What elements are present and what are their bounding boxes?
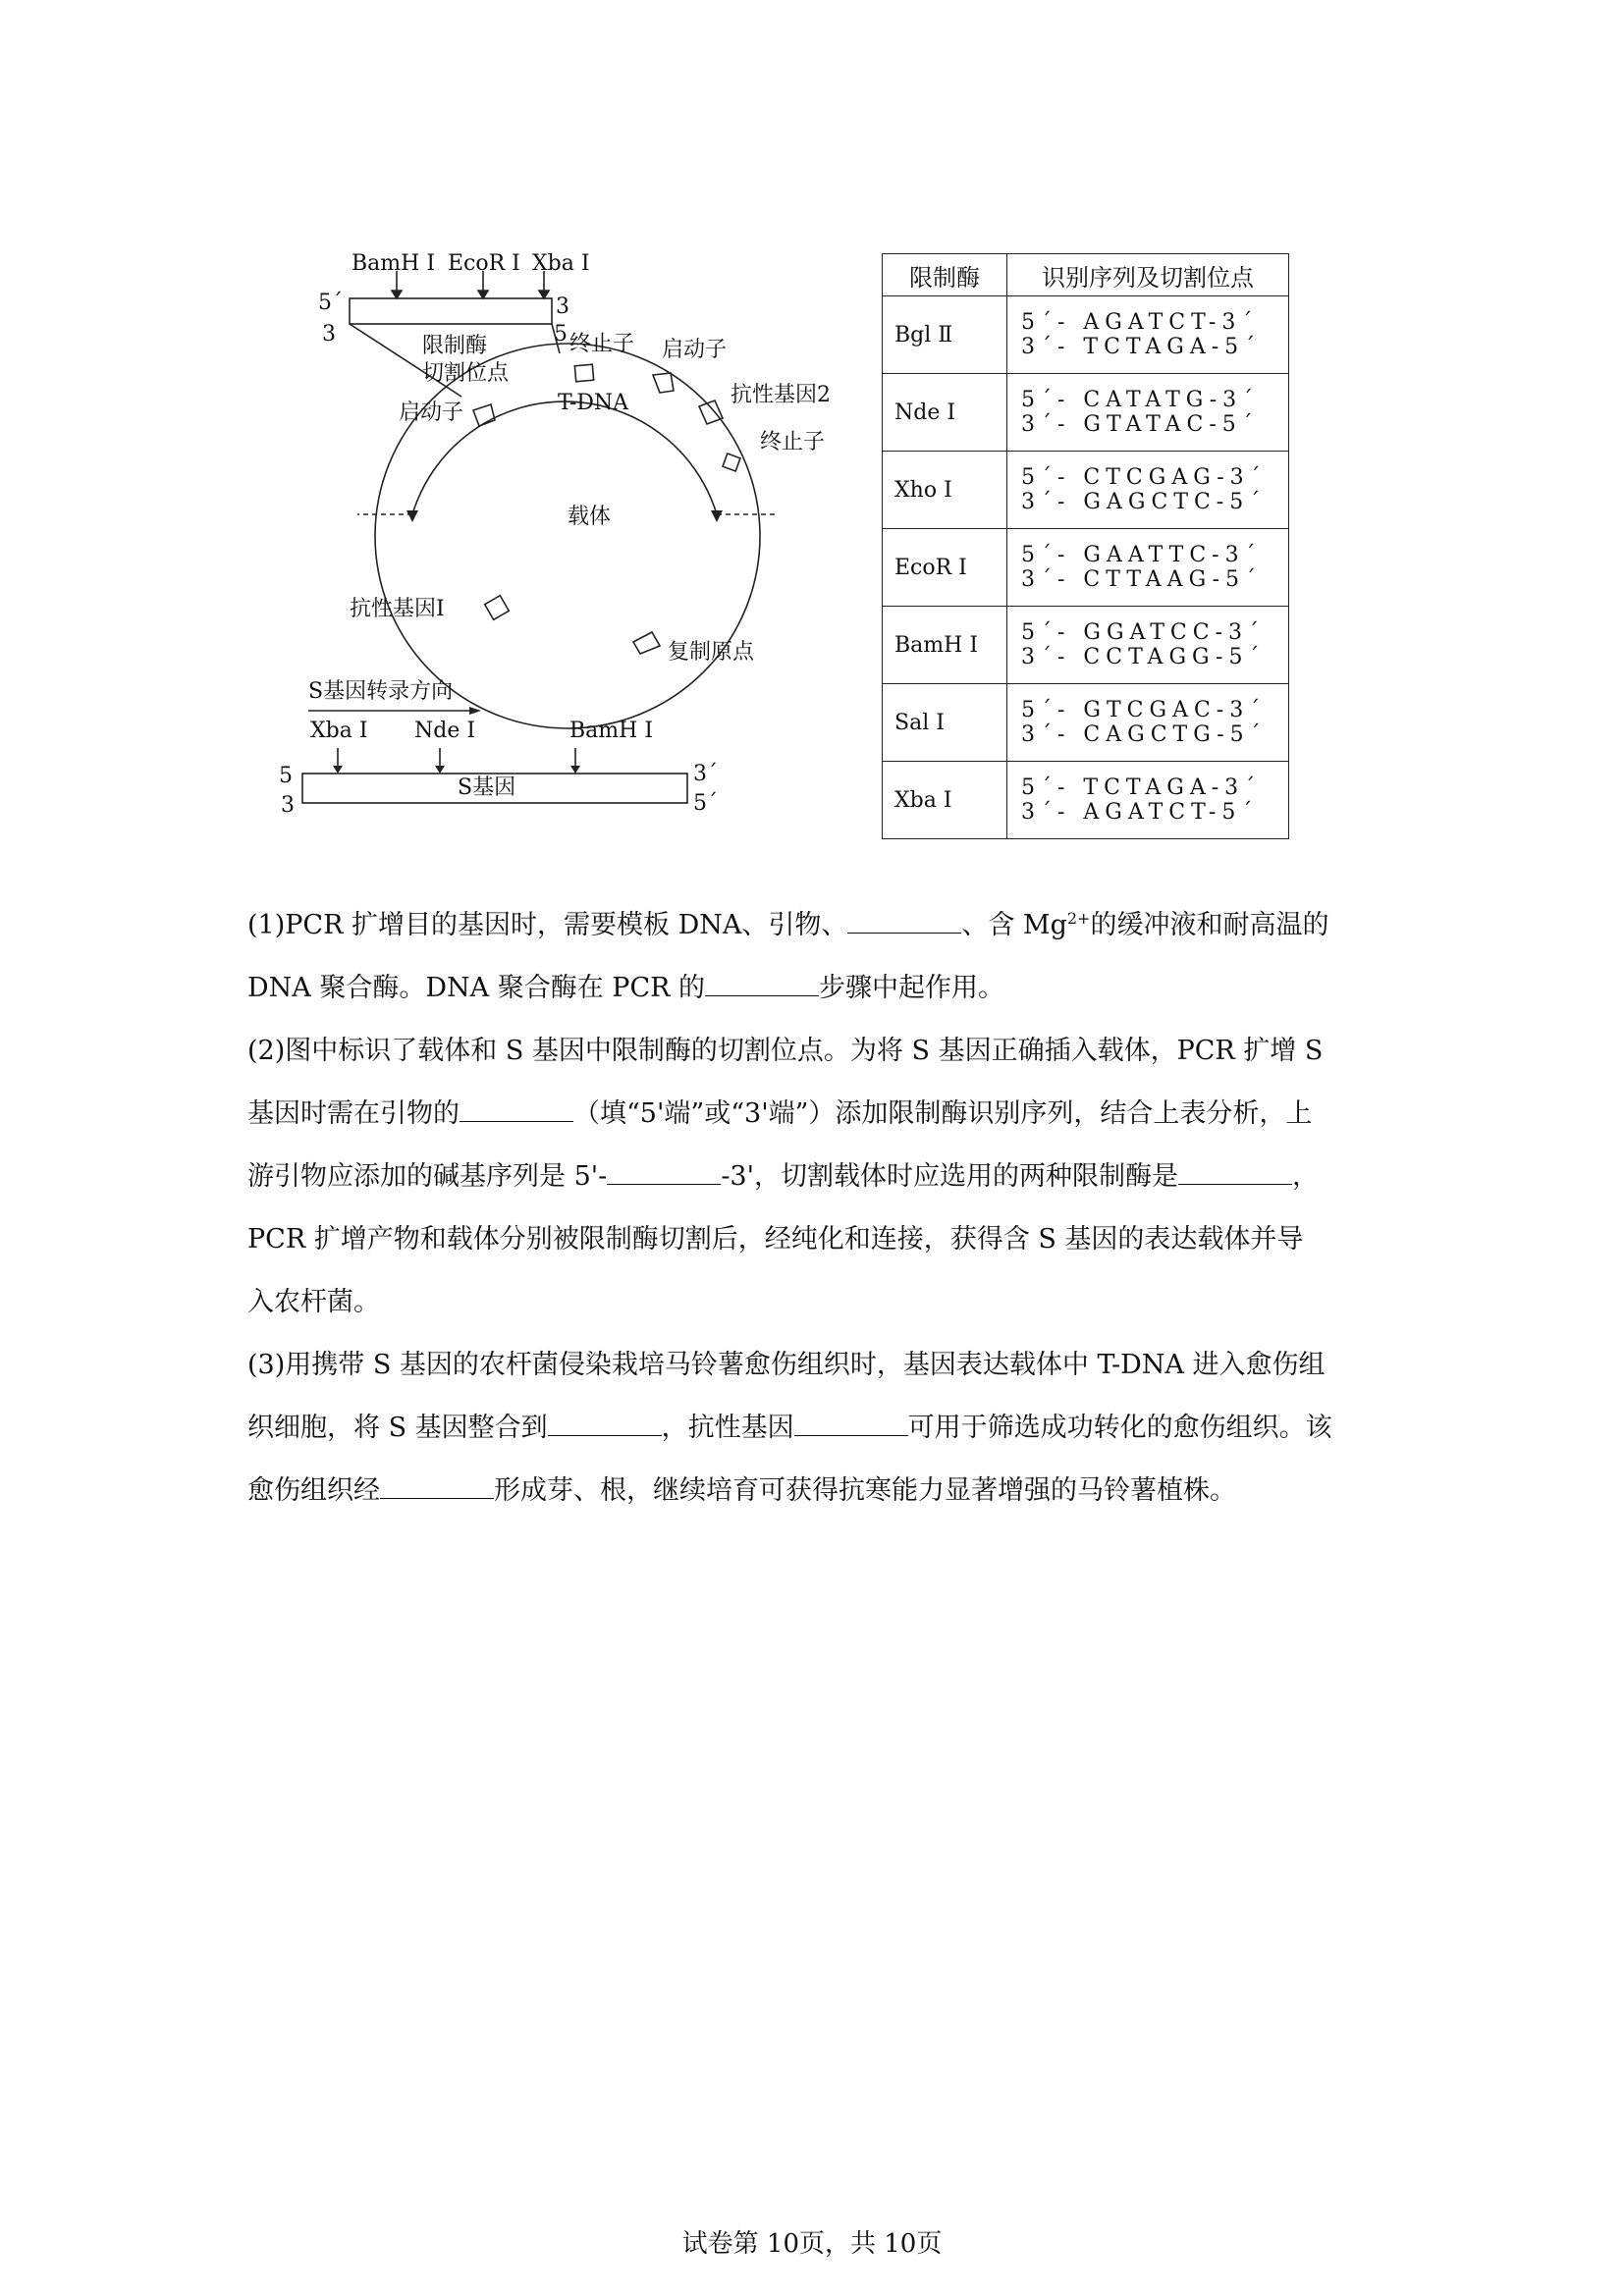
question-block xyxy=(247,887,1386,1522)
header-sequence: 识别序列及切割位点 xyxy=(1007,254,1289,296)
q2-text-f: ， xyxy=(1292,1161,1320,1192)
s-right-bottom: 5´ xyxy=(693,791,718,816)
vector-diagram xyxy=(279,236,844,864)
enzyme-sequence xyxy=(1007,374,1289,452)
end-3-label: 3 xyxy=(322,322,336,347)
table-row xyxy=(883,452,1289,529)
answer-blank[interactable] xyxy=(1178,1162,1292,1185)
end-5-label: 5´ xyxy=(318,291,343,315)
cut-site-label-2: 切割位点 xyxy=(422,361,510,386)
q1-text-a: (1)PCR 扩增目的基因时，需要模板 DNA、引物、 xyxy=(247,910,848,940)
q3-text-d: 可用于筛选成功转化的愈伤组织。该 xyxy=(907,1413,1332,1443)
table-header-row xyxy=(883,254,1289,296)
q3-text-b: 织细胞，将 S 基因整合到 xyxy=(247,1413,548,1443)
terminator-2-label: 终止子 xyxy=(760,430,826,454)
seq-top: 5´- GAATTC-3´ xyxy=(1021,543,1262,567)
s-gene-label: S基因 xyxy=(458,775,516,800)
q1-text-e: 步骤中起作用。 xyxy=(819,973,1005,1003)
answer-blank[interactable] xyxy=(847,911,961,934)
answer-blank[interactable] xyxy=(794,1414,908,1436)
enzyme-sequence xyxy=(1007,452,1289,529)
answer-blank[interactable] xyxy=(607,1162,721,1185)
seq-top: 5´- AGATCT-3´ xyxy=(1021,310,1259,335)
end-5b-label: 5 xyxy=(554,322,568,347)
q3-text-a: (3)用携带 S 基因的农杆菌侵染栽培马铃薯愈伤组织时，基因表达载体中 T-DNA 进入愈伤组 xyxy=(247,1350,1326,1380)
resistance-gene-1-label: 抗性基因Ⅰ xyxy=(350,597,445,621)
promoter-left-label: 启动子 xyxy=(399,400,464,425)
seq-bottom: 3´- TCTAGA-5´ xyxy=(1021,335,1262,359)
vector-diagram-graphics xyxy=(295,236,844,864)
end-3b-label: 3 xyxy=(556,294,569,319)
s-left-top: 5 xyxy=(279,764,293,788)
q2-text-c: （填“5'端”或“3'端”）添加限制酶识别序列，结合上表分析，上 xyxy=(573,1098,1313,1129)
enzyme-name: BamH Ⅰ xyxy=(883,607,1007,684)
seq-top: 5´- GGATCC-3´ xyxy=(1021,620,1266,645)
table-row xyxy=(883,374,1289,452)
answer-blank[interactable] xyxy=(705,974,819,996)
answer-blank[interactable] xyxy=(548,1414,662,1436)
origin-label: 复制原点 xyxy=(668,640,755,665)
enzyme-name: Xho Ⅰ xyxy=(883,452,1007,529)
enzyme-sequence xyxy=(1007,529,1289,607)
q3-text-e: 愈伤组织经 xyxy=(247,1475,380,1506)
terminator-label: 终止子 xyxy=(569,332,635,356)
question-1 xyxy=(247,887,1386,1020)
q2-text-d: 游引物应添加的碱基序列是 5'- xyxy=(247,1161,608,1192)
seq-bottom: 3´- CTTAAG-5´ xyxy=(1021,567,1262,592)
q1-text-b: 、含 Mg xyxy=(961,910,1067,940)
cut-site-label-1: 限制酶 xyxy=(422,334,488,358)
question-2 xyxy=(247,1020,1386,1334)
enzyme-name: Bgl Ⅱ xyxy=(883,296,1007,374)
enzyme-sequence xyxy=(1007,607,1289,684)
enzyme-sequence xyxy=(1007,762,1289,839)
answer-blank[interactable] xyxy=(460,1099,573,1122)
enzyme-sequence xyxy=(1007,296,1289,374)
enzyme-name: Sal Ⅰ xyxy=(883,684,1007,762)
enzyme-top-3: Xba Ⅰ xyxy=(532,251,590,276)
q3-text-c: ，抗性基因 xyxy=(661,1413,794,1443)
table-row xyxy=(883,296,1289,374)
enzyme-name: Xba Ⅰ xyxy=(883,762,1007,839)
seq-top: 5´- CATATG-3´ xyxy=(1021,388,1260,412)
s-direction-label: S基因转录方向 xyxy=(308,679,454,704)
header-enzyme: 限制酶 xyxy=(883,254,1007,296)
seq-bottom: 3´- GAGCTC-5´ xyxy=(1021,490,1267,514)
table-row xyxy=(883,684,1289,762)
seq-bottom: 3´- GTATAC-5´ xyxy=(1021,412,1259,437)
s-enzyme-3: BamH Ⅰ xyxy=(569,719,654,743)
enzyme-name: EcoR Ⅰ xyxy=(883,529,1007,607)
promoter-top-label: 启动子 xyxy=(662,338,728,362)
s-enzyme-1: Xba Ⅰ xyxy=(310,719,368,743)
seq-bottom: 3´- CAGCTG-5´ xyxy=(1021,722,1267,747)
q2-text-g: PCR 扩增产物和载体分别被限制酶切割后，经纯化和连接，获得含 S 基因的表达载体并导 xyxy=(247,1224,1304,1255)
table-row xyxy=(883,529,1289,607)
q1-text-c: 的缓冲液和耐高温的 xyxy=(1090,910,1329,940)
q2-text-b: 基因时需在引物的 xyxy=(247,1098,460,1129)
table-row xyxy=(883,607,1289,684)
enzyme-name: Nde Ⅰ xyxy=(883,374,1007,452)
q2-text-h: 入农杆菌。 xyxy=(247,1287,380,1317)
resistance-gene-2-label: 抗性基因2 xyxy=(731,383,831,407)
question-3 xyxy=(247,1334,1386,1522)
enzyme-top-1: BamH Ⅰ xyxy=(352,251,436,276)
tdna-label: T-DNA xyxy=(558,391,629,415)
enzyme-table xyxy=(882,253,1289,839)
answer-blank[interactable] xyxy=(380,1476,494,1499)
seq-bottom: 3´- CCTAGG-5´ xyxy=(1021,645,1266,669)
q3-text-f: 形成芽、根，继续培育可获得抗寒能力显著增强的马铃薯植株。 xyxy=(494,1475,1236,1506)
seq-top: 5´- TCTAGA-3´ xyxy=(1021,775,1262,800)
q2-text-a: (2)图中标识了载体和 S 基因中限制酶的切割位点。为将 S 基因正确插入载体，PCR 扩增 S xyxy=(247,1036,1324,1066)
q1-text-d: DNA 聚合酶。DNA 聚合酶在 PCR 的 xyxy=(247,973,706,1003)
s-right-top: 3´ xyxy=(693,762,718,786)
seq-bottom: 3´- AGATCT-5´ xyxy=(1021,800,1259,825)
enzyme-sequence xyxy=(1007,684,1289,762)
vector-label: 载体 xyxy=(568,505,612,529)
s-left-bottom: 3 xyxy=(281,793,295,818)
seq-top: 5´- CTCGAG-3´ xyxy=(1021,465,1267,490)
s-enzyme-2: Nde Ⅰ xyxy=(414,719,476,743)
page-footer: 试卷第 10页，共 10页 xyxy=(681,2229,943,2259)
q1-superscript: 2+ xyxy=(1066,909,1091,928)
seq-top: 5´- GTCGAC-3´ xyxy=(1021,698,1267,722)
q2-text-e: -3'，切割载体时应选用的两种限制酶是 xyxy=(721,1161,1179,1192)
enzyme-top-2: EcoR Ⅰ xyxy=(448,251,520,276)
table-row xyxy=(883,762,1289,839)
